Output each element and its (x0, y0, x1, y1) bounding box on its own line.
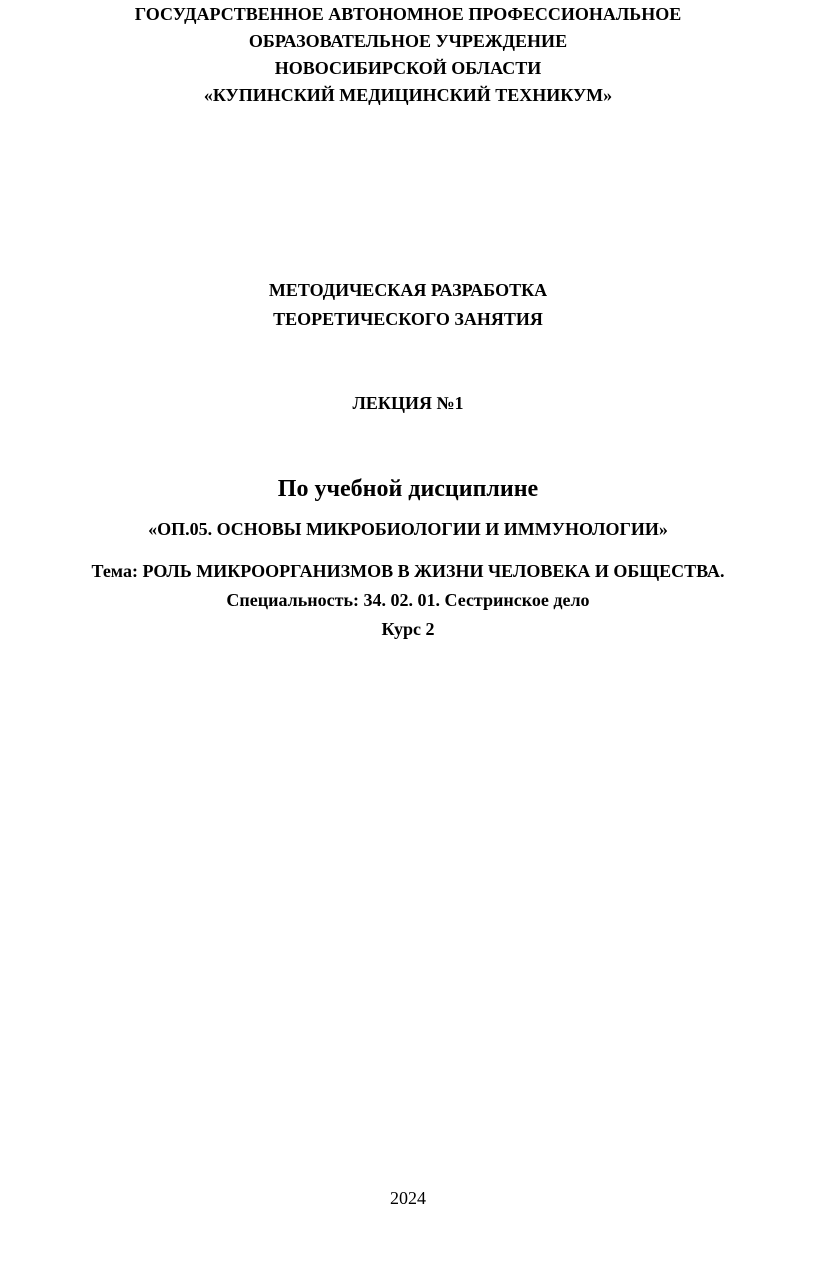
institution-line-2: ОБРАЗОВАТЕЛЬНОЕ УЧРЕЖДЕНИЕ (248, 31, 568, 51)
year: 2024 (390, 1188, 426, 1208)
lecture-number: ЛЕКЦИЯ №1 (352, 393, 464, 413)
course: Курс 2 (381, 619, 435, 639)
discipline-name: «ОП.05. ОСНОВЫ МИКРОБИОЛОГИИ И ИММУНОЛОГИИ» (148, 519, 668, 539)
doc-type-line-1: МЕТОДИЧЕСКАЯ РАЗРАБОТКА (268, 280, 548, 300)
doc-type-line-2: ТЕОРЕТИЧЕСКОГО ЗАНЯТИЯ (273, 309, 543, 329)
institution-line-3: НОВОСИБИРСКОЙ ОБЛАСТИ (274, 58, 542, 78)
lecture-topic: Тема: РОЛЬ МИКРООРГАНИЗМОВ В ЖИЗНИ ЧЕЛОВЕКА И ОБЩЕСТВА. (91, 561, 725, 581)
institution-line-4: «КУПИНСКИЙ МЕДИЦИНСКИЙ ТЕХНИКУМ» (203, 85, 613, 105)
discipline-label: По учебной дисциплине (277, 476, 539, 502)
institution-line-1: ГОСУДАРСТВЕННОЕ АВТОНОМНОЕ ПРОФЕССИОНАЛЬНОЕ (134, 4, 682, 24)
specialty: Специальность: 34. 02. 01. Сестринское дело (226, 590, 590, 610)
